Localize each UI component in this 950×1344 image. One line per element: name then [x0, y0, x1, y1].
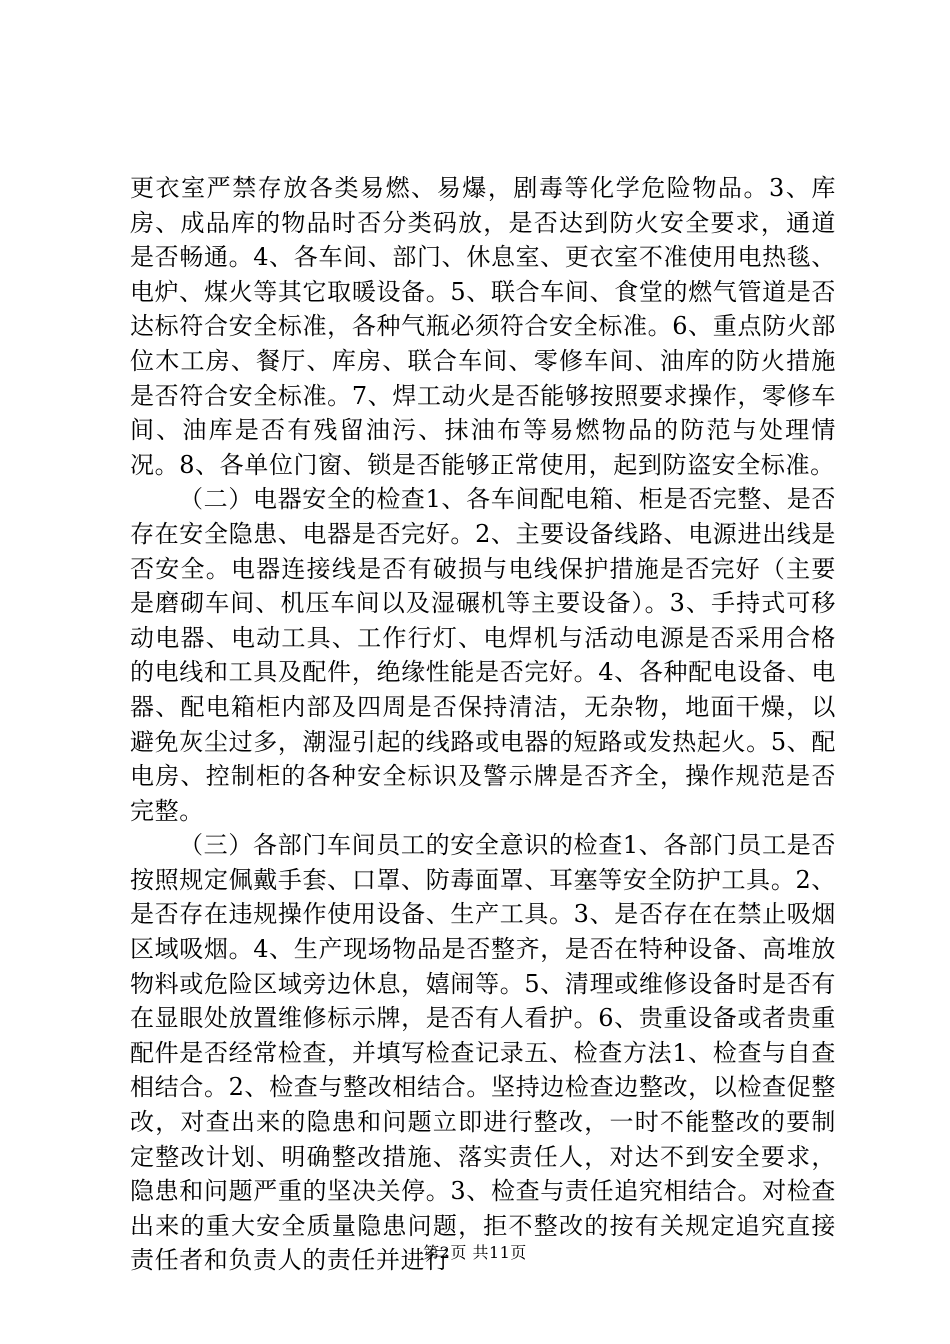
body-paragraph: 更衣室严禁存放各类易燃、易爆，剧毒等化学危险物品。3、库房、成品库的物品时否分类码放，是否达到防火安全要求，通道是否畅通。4、各车间、部门、休息室、更衣室不准使用电热毯、电炉、煤火等其它取暖设备。5、联合车间、食堂的燃气管道是否达标符合安全标准，各种气瓶必须符合安全标准。6、重点防火部位木工房、餐厅、库房、联合车间、零修车间、油库的防火措施是否符合安全标准。7、焊工动火是否能够按照要求操作，零修车间、油库是否有残留油污、抹油布等易燃物品的防范与处理情况。8、各单位门窗、锁是否能够正常使用，起到防盗安全标准。 [130, 174, 836, 479]
document-body [130, 171, 836, 1278]
page-number-footer: 第2页 共11页 [423, 1243, 527, 1262]
body-paragraph: （三）各部门车间员工的安全意识的检查1、各部门员工是否按照规定佩戴手套、口罩、防毒面罩、耳塞等安全防护工具。2、是否存在违规操作使用设备、生产工具。3、是否存在在禁止吸烟区域吸烟。4、生产现场物品是否整齐，是否在特种设备、高堆放物料或危险区域旁边休息，嬉闹等。5、清理或维修设备时是否有在显眼处放置维修标示牌，是否有人看护。6、贵重设备或者贵重配件是否经常检查，并填写检查记录五、检查方法1、检查与自查相结合。2、检查与整改相结合。坚持边检查边整改，以检查促整改，对查出来的隐患和问题立即进行整改，一时不能整改的要制定整改计划、明确整改措施、落实责任人，对达不到安全要求，隐患和问题严重的坚决关停。3、检查与责任追究相结合。对检查出来的重大安全质量隐患问题，拒不整改的按有关规定追究直接责任者和负责人的责任并进行 [130, 831, 836, 1275]
body-paragraph: （二）电器安全的检查1、各车间配电箱、柜是否完整、是否存在安全隐患、电器是否完好。2、主要设备线路、电源进出线是否安全。电器连接线是否有破损与电线保护措施是否完好（主要是磨砌车间、机压车间以及湿碾机等主要设备）。3、手持式可移动电器、电动工具、工作行灯、电焊机与活动电源是否采用合格的电线和工具及配件，绝缘性能是否完好。4、各种配电设备、电器、配电箱柜内部及四周是否保持清洁，无杂物，地面干燥，以避免灰尘过多，潮湿引起的线路或电器的短路或发热起火。5、配电房、控制柜的各种安全标识及警示牌是否齐全，操作规范是否完整。 [130, 485, 836, 825]
